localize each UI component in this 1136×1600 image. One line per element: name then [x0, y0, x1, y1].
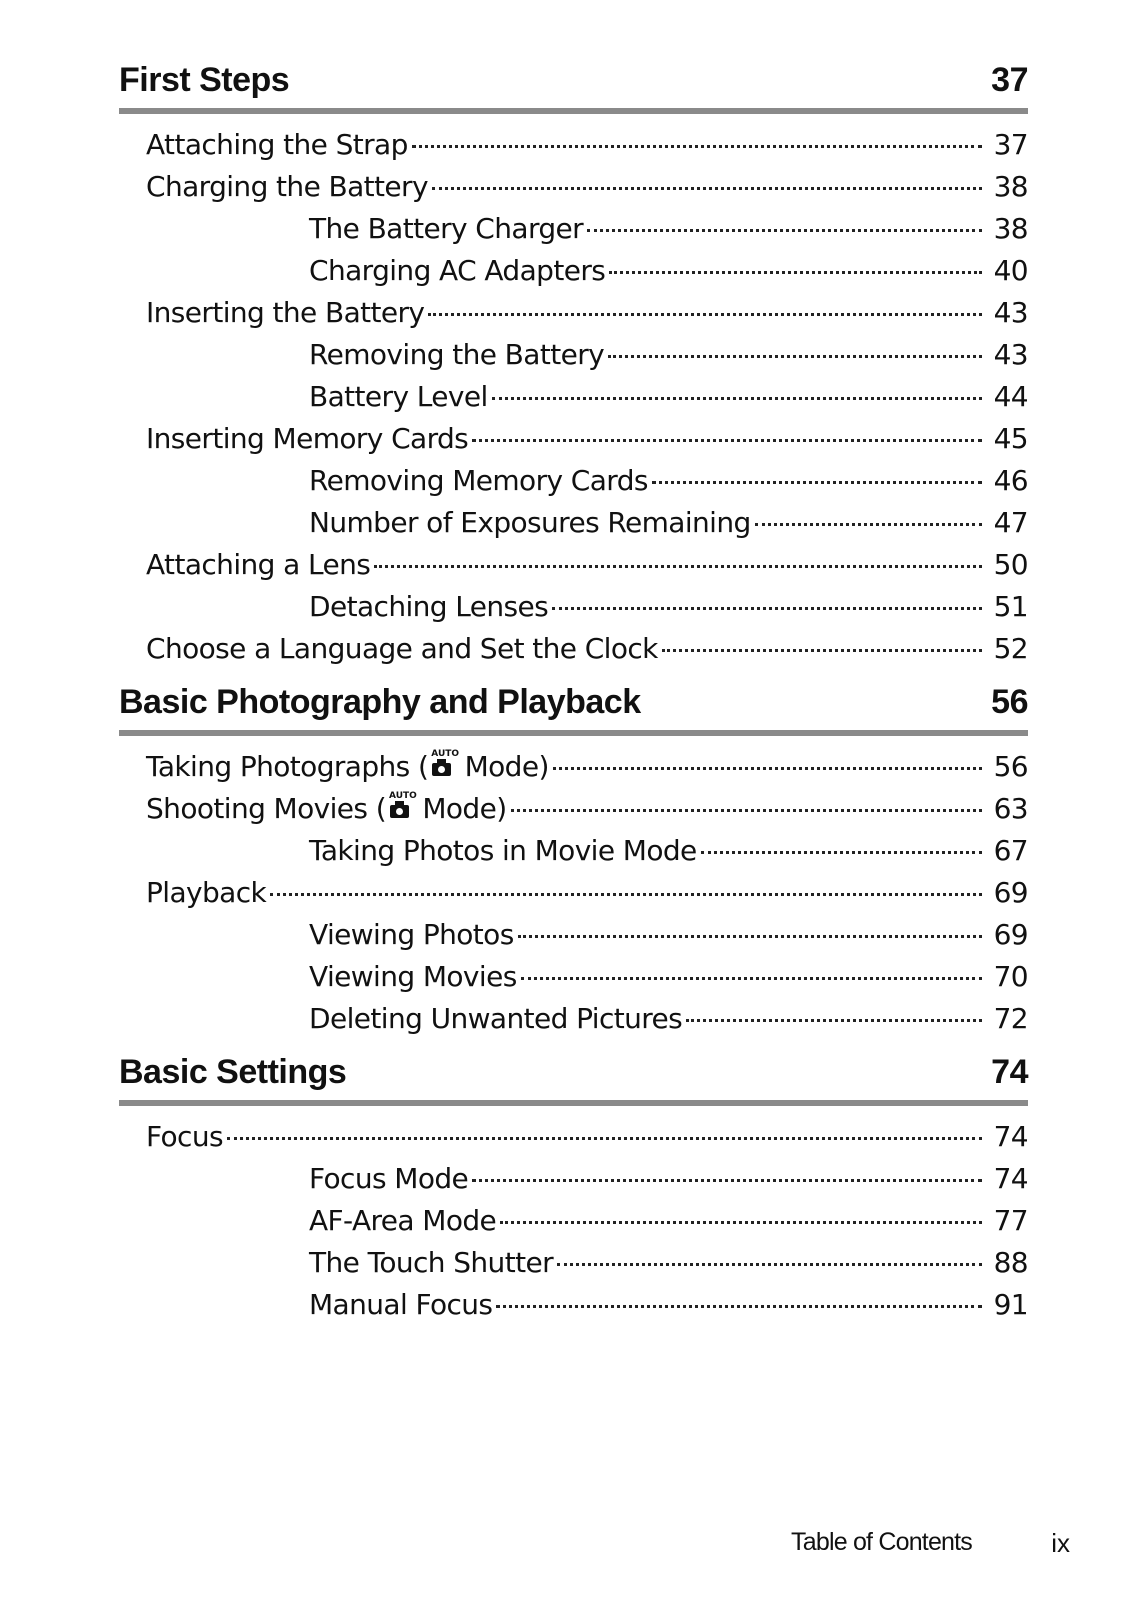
entry-page: 67 — [993, 834, 1028, 867]
dot-leader — [553, 767, 982, 770]
entry-title: Viewing Photos — [309, 918, 514, 951]
entry-title: Battery Level — [309, 380, 488, 413]
entry-page: 43 — [993, 338, 1028, 371]
toc-entry[interactable] — [119, 628, 1028, 670]
toc-entry[interactable] — [119, 746, 1028, 788]
dot-leader — [432, 187, 982, 190]
dot-leader — [552, 607, 982, 610]
toc-subentry[interactable] — [119, 998, 1028, 1040]
section-page: 74 — [991, 1053, 1028, 1091]
entry-title: Charging the Battery — [146, 170, 428, 203]
toc-entry[interactable] — [119, 418, 1028, 460]
toc-subentry[interactable] — [119, 1200, 1028, 1242]
toc-entry[interactable] — [119, 166, 1028, 208]
entry-title: Focus — [146, 1120, 223, 1153]
entry-page: 74 — [993, 1120, 1028, 1153]
entry-page: 43 — [993, 296, 1028, 329]
entry-page: 46 — [993, 464, 1028, 497]
entry-page: 37 — [993, 128, 1028, 161]
entry-title: Removing the Battery — [309, 338, 605, 371]
toc-subentry[interactable] — [119, 956, 1028, 998]
toc-subentry[interactable] — [119, 1158, 1028, 1200]
entry-page: 69 — [993, 918, 1028, 951]
section-entries — [119, 1106, 1028, 1326]
section-heading[interactable] — [119, 674, 1028, 736]
entry-page: 72 — [993, 1002, 1028, 1035]
dot-leader — [686, 1019, 982, 1022]
entry-title: Attaching a Lens — [146, 548, 371, 581]
entry-page: 45 — [993, 422, 1028, 455]
toc-subentry[interactable] — [119, 502, 1028, 544]
toc-subentry[interactable] — [119, 1242, 1028, 1284]
footer-page-number: ix — [1051, 1528, 1070, 1558]
auto-mode-icon: AUTO — [430, 752, 454, 778]
dot-leader — [608, 355, 982, 358]
dot-leader — [374, 565, 982, 568]
dot-leader — [492, 397, 982, 400]
dot-leader — [557, 1263, 982, 1266]
entry-title: Attaching the Strap — [146, 128, 408, 161]
entry-page: 70 — [993, 960, 1028, 993]
dot-leader — [428, 313, 982, 316]
section-page: 37 — [991, 61, 1028, 99]
entry-title: Charging AC Adapters — [309, 254, 606, 287]
entry-title: Playback — [146, 876, 267, 909]
entry-title: AF-Area Mode — [309, 1204, 497, 1237]
toc-subentry[interactable] — [119, 830, 1028, 872]
entry-title: Focus Mode — [309, 1162, 469, 1195]
toc-entry[interactable] — [119, 872, 1028, 914]
entry-page: 40 — [993, 254, 1028, 287]
toc-subentry[interactable] — [119, 208, 1028, 250]
entry-title: Manual Focus — [309, 1288, 493, 1321]
entry-page: 38 — [993, 212, 1028, 245]
entry-page: 38 — [993, 170, 1028, 203]
entry-title: Inserting Memory Cards — [146, 422, 469, 455]
dot-leader — [652, 481, 982, 484]
entry-page: 44 — [993, 380, 1028, 413]
section-entries — [119, 114, 1028, 670]
entry-title: Number of Exposures Remaining — [309, 506, 751, 539]
dot-leader — [472, 1179, 982, 1182]
entry-title: Taking Photographs ( AUTO Mode) — [146, 749, 549, 783]
toc-subentry[interactable] — [119, 376, 1028, 418]
dot-leader — [500, 1221, 982, 1224]
entry-page: 51 — [993, 590, 1028, 623]
dot-leader — [496, 1305, 982, 1308]
entry-page: 69 — [993, 876, 1028, 909]
section-title: Basic Photography and Playback — [119, 683, 641, 721]
entry-title: Taking Photos in Movie Mode — [309, 834, 697, 867]
toc-entry[interactable] — [119, 788, 1028, 830]
toc-section-first-steps — [119, 52, 1028, 670]
entry-title: Shooting Movies ( AUTO Mode) — [146, 791, 507, 825]
dot-leader — [521, 977, 982, 980]
page-footer — [0, 1528, 1136, 1568]
entry-title: Viewing Movies — [309, 960, 517, 993]
toc-subentry[interactable] — [119, 586, 1028, 628]
entry-page: 91 — [993, 1288, 1028, 1321]
entry-title: Removing Memory Cards — [309, 464, 648, 497]
dot-leader — [518, 935, 982, 938]
toc-subentry[interactable] — [119, 1284, 1028, 1326]
dot-leader — [587, 229, 982, 232]
entry-page: 77 — [993, 1204, 1028, 1237]
entry-title: Inserting the Battery — [146, 296, 425, 329]
entry-title: The Battery Charger — [309, 212, 584, 245]
dot-leader — [412, 145, 982, 148]
section-title: Basic Settings — [119, 1053, 347, 1091]
entry-page: 52 — [993, 632, 1028, 665]
entry-page: 63 — [993, 792, 1028, 825]
entry-title: Detaching Lenses — [309, 590, 549, 623]
toc-subentry[interactable] — [119, 460, 1028, 502]
section-entries — [119, 736, 1028, 1040]
toc-subentry[interactable] — [119, 334, 1028, 376]
section-title: First Steps — [119, 61, 290, 99]
toc-entry[interactable] — [119, 544, 1028, 586]
dot-leader — [609, 271, 982, 274]
entry-page: 47 — [993, 506, 1028, 539]
toc-subentry[interactable] — [119, 914, 1028, 956]
entry-page: 56 — [993, 750, 1028, 783]
entry-page: 74 — [993, 1162, 1028, 1195]
toc-section-basic-settings — [119, 1044, 1028, 1326]
dot-leader — [755, 523, 982, 526]
dot-leader — [270, 893, 982, 896]
dot-leader — [701, 851, 982, 854]
toc-entry[interactable] — [119, 1116, 1028, 1158]
section-heading[interactable] — [119, 52, 1028, 114]
entry-page: 88 — [993, 1246, 1028, 1279]
entry-title: The Touch Shutter — [309, 1246, 554, 1279]
dot-leader — [511, 809, 982, 812]
dot-leader — [662, 649, 982, 652]
toc-subentry[interactable] — [119, 250, 1028, 292]
toc-entry[interactable] — [119, 292, 1028, 334]
section-page: 56 — [991, 683, 1028, 721]
auto-mode-icon: AUTO — [388, 794, 412, 820]
toc-entry[interactable] — [119, 124, 1028, 166]
toc-section-basic-photography — [119, 674, 1028, 1040]
section-heading[interactable] — [119, 1044, 1028, 1106]
entry-page: 50 — [993, 548, 1028, 581]
footer-label: Table of Contents — [791, 1528, 972, 1556]
toc-page — [119, 0, 1028, 1326]
dot-leader — [472, 439, 982, 442]
dot-leader — [227, 1137, 982, 1140]
entry-title: Deleting Unwanted Pictures — [309, 1002, 683, 1035]
entry-title: Choose a Language and Set the Clock — [146, 632, 658, 665]
